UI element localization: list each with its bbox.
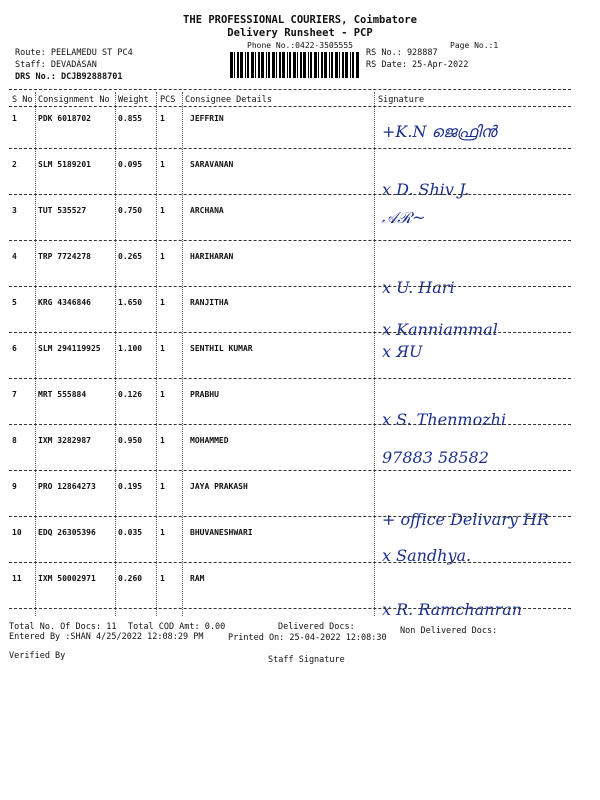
cell-pcs: 1	[160, 206, 165, 215]
barcode-bar	[230, 52, 233, 78]
cell-sno: 6	[12, 344, 17, 353]
barcode-bar	[310, 52, 312, 78]
cell-sno: 11	[12, 574, 22, 583]
row-separator	[9, 378, 571, 379]
barcode-bar	[293, 52, 296, 78]
cell-sno: 10	[12, 528, 22, 537]
barcode-bar	[272, 52, 275, 78]
barcode-bar	[303, 52, 306, 78]
cell-consignment-no: MRT 555884	[38, 390, 87, 399]
barcode-bar	[287, 52, 288, 78]
barcode-bar	[318, 52, 319, 78]
cell-consignment-no: PRO 12864273	[38, 482, 96, 491]
barcode-bar	[321, 52, 323, 78]
row-separator	[9, 148, 571, 149]
total-cod: Total COD Amt: 0.00	[128, 622, 226, 632]
row-separator	[9, 286, 571, 287]
row-separator	[9, 562, 571, 563]
barcode-bar	[251, 52, 254, 78]
staff-signature: Staff Signature	[268, 655, 345, 665]
barcode-bar	[279, 52, 281, 78]
column-separator	[115, 92, 116, 616]
column-header-weight: Weight	[118, 95, 149, 105]
cell-weight: 0.260	[118, 574, 143, 583]
barcode-bar	[261, 52, 264, 78]
rs-date: RS Date: 25-Apr-2022	[366, 60, 469, 70]
cell-consignment-no: IXM 3282987	[38, 436, 91, 445]
handwritten-signature: +K.N ജെഫ്രിൻ	[382, 122, 497, 141]
cell-consignment-no: KRG 4346846	[38, 298, 91, 307]
barcode-bar	[335, 52, 338, 78]
cell-consignee: RAM	[190, 574, 205, 583]
cell-weight: 0.035	[118, 528, 143, 537]
row-separator	[9, 194, 571, 195]
column-header-consignee: Consignee Details	[185, 95, 272, 105]
barcode-bar	[324, 52, 327, 78]
entered-by: Entered By :SHAN 4/25/2022 12:08:29 PM	[9, 632, 204, 642]
cell-consignee: ARCHANA	[190, 206, 224, 215]
barcode-bar	[237, 52, 239, 78]
total-docs: Total No. Of Docs: 11	[9, 622, 117, 632]
phone-number: Phone No.:0422-3505555	[247, 41, 353, 50]
drs-number: DRS No.: DCJB92888701	[15, 72, 123, 82]
barcode-bar	[352, 52, 354, 78]
cell-pcs: 1	[160, 482, 165, 491]
cell-weight: 0.265	[118, 252, 143, 261]
barcode-bar	[329, 52, 330, 78]
cell-sno: 3	[12, 206, 17, 215]
barcode-bar	[258, 52, 260, 78]
cell-consignee: HARIHARAN	[190, 252, 234, 261]
handwritten-signature: x S. Thenmozhi	[382, 410, 507, 429]
cell-consignee: JAYA PRAKASH	[190, 482, 248, 491]
staff: Staff: DEVADASAN	[15, 60, 97, 70]
row-separator	[9, 470, 571, 471]
cell-consignment-no: PDK 6018702	[38, 114, 91, 123]
handwritten-signature: 97883 58582	[382, 448, 489, 467]
table-top-rule	[9, 89, 571, 90]
barcode-bar	[350, 52, 351, 78]
cell-weight: 0.950	[118, 436, 143, 445]
barcode-bar	[276, 52, 277, 78]
barcode-bar	[282, 52, 285, 78]
cell-pcs: 1	[160, 390, 165, 399]
column-header-consignment: Consignment No	[38, 95, 110, 105]
handwritten-signature: x D. Shiv J.	[382, 180, 470, 199]
column-separator	[374, 92, 375, 616]
cell-consignment-no: SLM 294119925	[38, 344, 101, 353]
barcode	[230, 52, 360, 78]
barcode-bar	[289, 52, 291, 78]
barcode-bar	[300, 52, 302, 78]
barcode-bar	[345, 52, 348, 78]
cell-sno: 4	[12, 252, 17, 261]
barcode-bar	[331, 52, 333, 78]
barcode-bar	[308, 52, 309, 78]
cell-consignment-no: IXM 50002971	[38, 574, 96, 583]
handwritten-signature: x Sandhya.	[382, 546, 472, 565]
column-header-sno: S No	[12, 95, 33, 105]
handwritten-signature: x Kanniammal	[382, 320, 498, 339]
cell-consignee: RANJITHA	[190, 298, 229, 307]
barcode-bar	[339, 52, 340, 78]
cell-pcs: 1	[160, 114, 165, 123]
cell-weight: 0.126	[118, 390, 143, 399]
page-number: Page No.:1	[450, 41, 499, 50]
non-delivered-docs: Non Delivered Docs:	[400, 626, 498, 636]
row-separator	[9, 240, 571, 241]
cell-consignment-no: TRP 7724278	[38, 252, 91, 261]
row-separator	[9, 332, 571, 333]
cell-sno: 9	[12, 482, 17, 491]
column-separator	[156, 92, 157, 616]
barcode-bar	[240, 52, 243, 78]
row-separator	[9, 424, 571, 425]
row-separator	[9, 608, 571, 609]
barcode-bar	[266, 52, 267, 78]
cell-consignee: MOHAMMED	[190, 436, 229, 445]
company-name: THE PROFESSIONAL COURIERS, Coimbatore	[183, 14, 417, 26]
cell-consignee: JEFFRIN	[190, 114, 224, 123]
verified-by: Verified By	[9, 651, 66, 661]
cell-pcs: 1	[160, 252, 165, 261]
handwritten-signature: + office Delivary HR	[382, 510, 549, 529]
cell-pcs: 1	[160, 436, 165, 445]
column-separator	[182, 92, 183, 616]
barcode-bar	[247, 52, 249, 78]
barcode-bar	[234, 52, 235, 78]
barcode-bar	[342, 52, 344, 78]
barcode-bar	[245, 52, 246, 78]
cell-weight: 0.195	[118, 482, 143, 491]
handwritten-signature: 𝒜ℛ~	[382, 208, 426, 227]
printed-on: Printed On: 25-04-2022 12:08:30	[228, 633, 387, 643]
route: Route: PEELAMEDU ST PC4	[15, 48, 133, 58]
barcode-bar	[356, 52, 359, 78]
cell-consignment-no: TUT 535527	[38, 206, 87, 215]
delivered-docs: Delivered Docs:	[278, 622, 355, 632]
cell-pcs: 1	[160, 528, 165, 537]
barcode-bar	[268, 52, 270, 78]
cell-weight: 1.650	[118, 298, 143, 307]
cell-pcs: 1	[160, 298, 165, 307]
cell-weight: 1.100	[118, 344, 143, 353]
cell-consignment-no: SLM 5189201	[38, 160, 91, 169]
cell-sno: 5	[12, 298, 17, 307]
cell-consignee: PRABHU	[190, 390, 219, 399]
cell-consignment-no: EDQ 26305396	[38, 528, 96, 537]
cell-weight: 0.855	[118, 114, 143, 123]
cell-pcs: 1	[160, 160, 165, 169]
cell-pcs: 1	[160, 344, 165, 353]
cell-sno: 8	[12, 436, 17, 445]
column-header-signature: Signature	[378, 95, 425, 105]
handwritten-signature: x R. Ramchanran	[382, 600, 523, 619]
cell-weight: 0.750	[118, 206, 143, 215]
barcode-bar	[297, 52, 298, 78]
barcode-bar	[314, 52, 317, 78]
row-separator	[9, 516, 571, 517]
barcode-bar	[255, 52, 256, 78]
cell-consignee: SARAVANAN	[190, 160, 234, 169]
handwritten-signature: x ЯU	[382, 342, 423, 361]
document-title: Delivery Runsheet - PCP	[227, 27, 373, 39]
cell-sno: 2	[12, 160, 17, 169]
handwritten-signature: x U. Hari	[382, 278, 455, 297]
cell-sno: 1	[12, 114, 17, 123]
column-separator	[35, 92, 36, 616]
cell-pcs: 1	[160, 574, 165, 583]
column-header-pcs: PCS	[160, 95, 176, 105]
cell-consignee: BHUVANESHWARI	[190, 528, 253, 537]
table-header-rule	[9, 106, 571, 107]
cell-consignee: SENTHIL KUMAR	[190, 344, 253, 353]
rs-number: RS No.: 928887	[366, 48, 438, 58]
cell-weight: 0.095	[118, 160, 143, 169]
cell-sno: 7	[12, 390, 17, 399]
